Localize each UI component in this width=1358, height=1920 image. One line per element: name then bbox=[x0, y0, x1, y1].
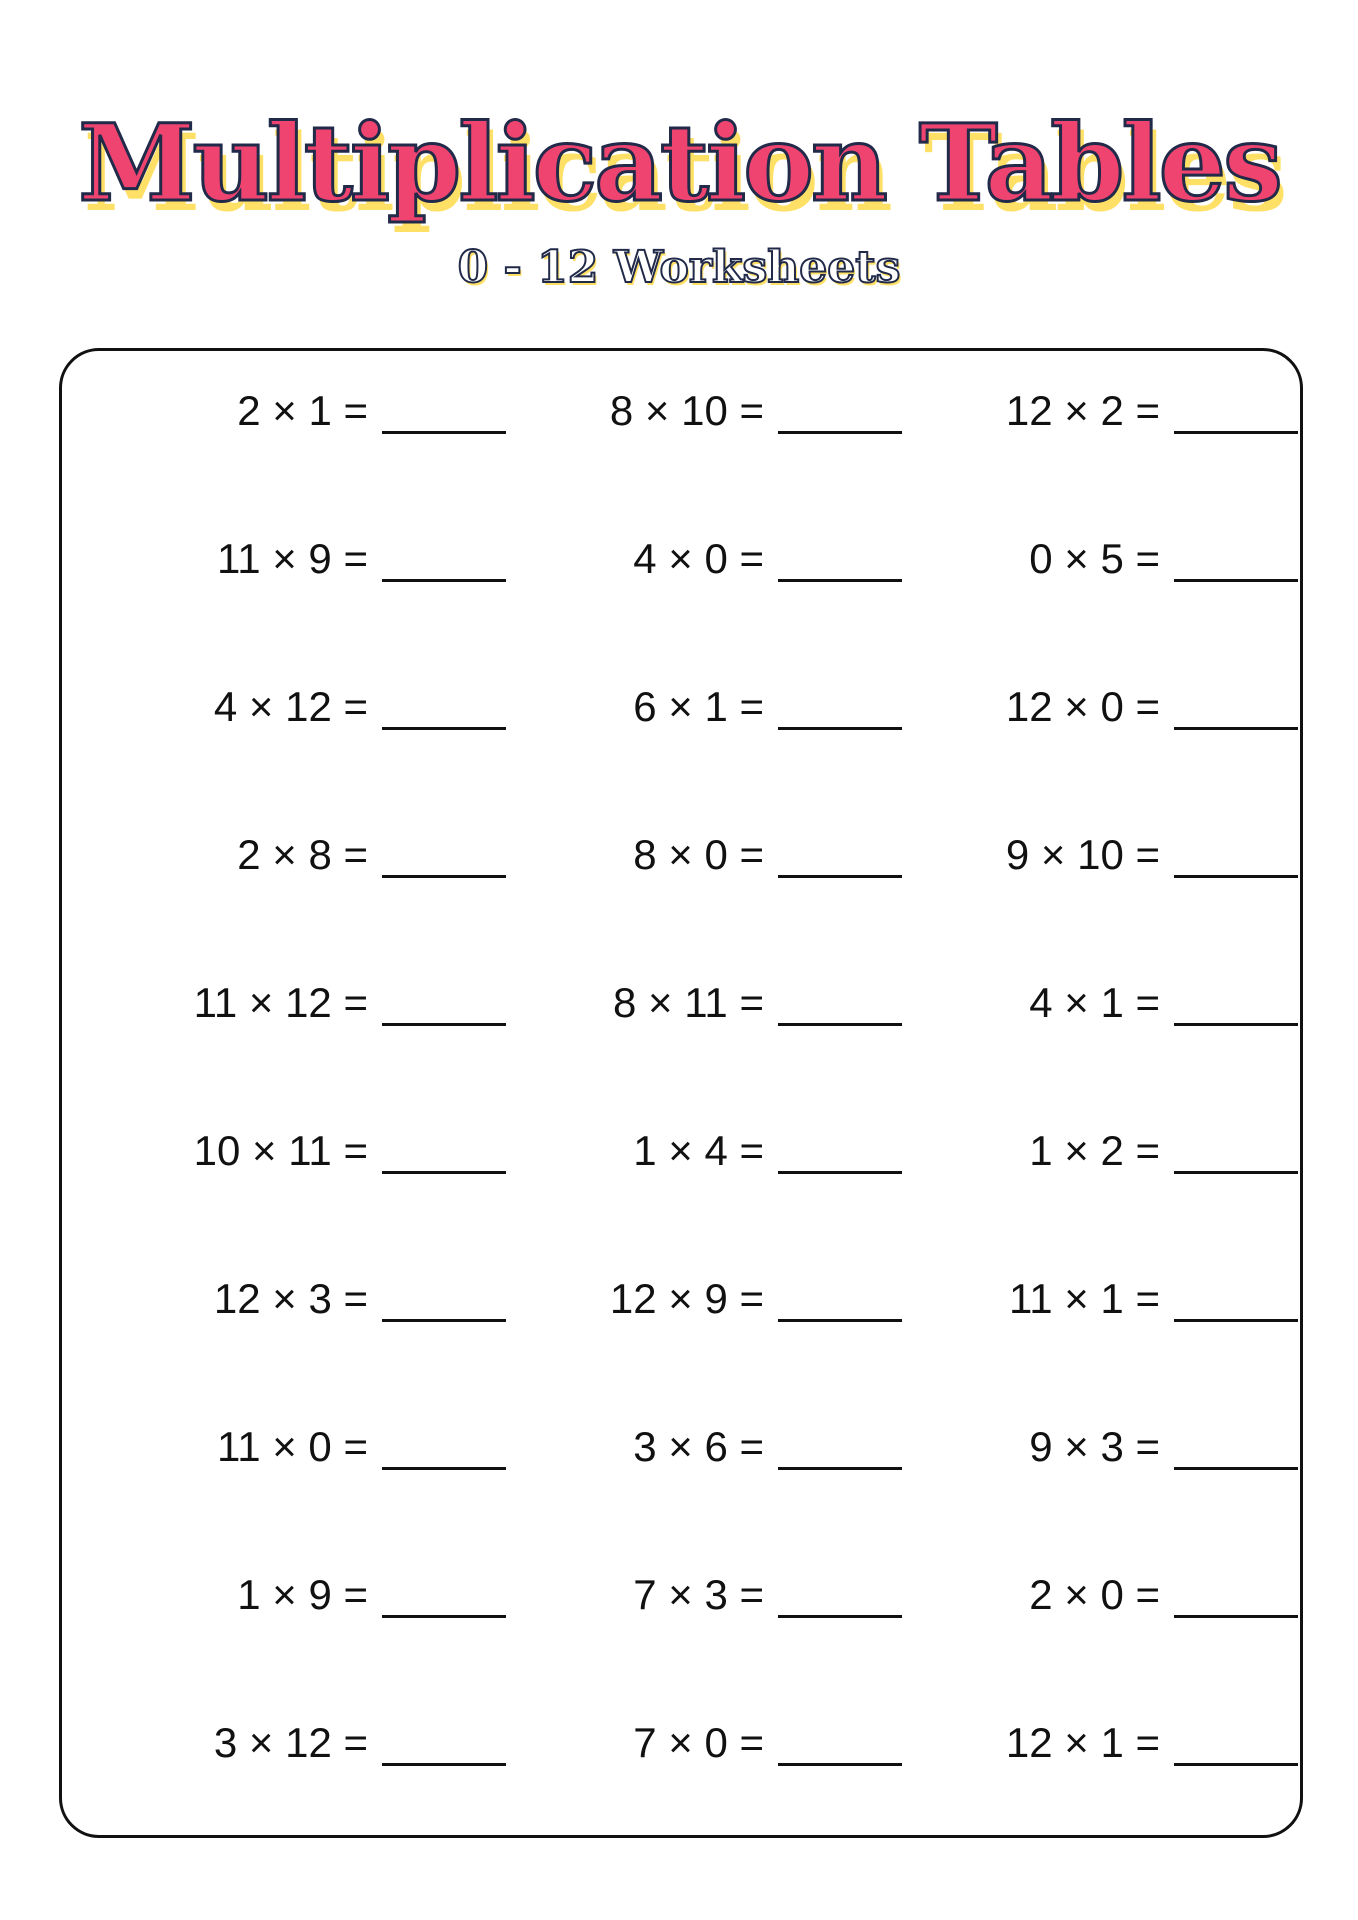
problem-expression: 12 × 9 = bbox=[609, 1275, 764, 1322]
answer-blank[interactable] bbox=[778, 684, 902, 730]
answer-blank[interactable] bbox=[1174, 1424, 1298, 1470]
answer-blank[interactable] bbox=[382, 1572, 506, 1618]
answer-blank[interactable] bbox=[1174, 980, 1298, 1026]
problem-expression: 4 × 1 = bbox=[1029, 979, 1160, 1026]
problem-expression: 12 × 1 = bbox=[1005, 1719, 1160, 1766]
problem-expression: 11 × 0 = bbox=[216, 1423, 368, 1470]
problem-expression: 3 × 12 = bbox=[213, 1719, 368, 1766]
worksheet-title: Multiplication Tables bbox=[78, 100, 1280, 225]
problem-row4-col2 bbox=[528, 815, 908, 895]
problem-row8-col1 bbox=[132, 1407, 512, 1487]
problem-row7-col2 bbox=[528, 1259, 908, 1339]
answer-blank[interactable] bbox=[382, 980, 506, 1026]
problem-row4-col3 bbox=[924, 815, 1304, 895]
problem-expression: 11 × 1 = bbox=[1008, 1275, 1160, 1322]
problem-row2-col3 bbox=[924, 519, 1304, 599]
answer-blank[interactable] bbox=[382, 1276, 506, 1322]
problem-row8-col3 bbox=[924, 1407, 1304, 1487]
problem-expression: 2 × 1 = bbox=[237, 387, 368, 434]
problem-row5-col2 bbox=[528, 963, 908, 1043]
problem-expression: 8 × 0 = bbox=[633, 831, 764, 878]
problem-expression: 3 × 6 = bbox=[633, 1423, 764, 1470]
worksheet-subtitle: 0 - 12 Worksheets bbox=[457, 242, 901, 293]
answer-blank[interactable] bbox=[1174, 1276, 1298, 1322]
answer-blank[interactable] bbox=[382, 684, 506, 730]
answer-blank[interactable] bbox=[1174, 1572, 1298, 1618]
problem-row1-col3 bbox=[924, 371, 1304, 451]
problem-expression: 8 × 11 = bbox=[612, 979, 764, 1026]
problem-row2-col2 bbox=[528, 519, 908, 599]
problem-row8-col2 bbox=[528, 1407, 908, 1487]
answer-blank[interactable] bbox=[1174, 1128, 1298, 1174]
problem-expression: 1 × 4 = bbox=[633, 1127, 764, 1174]
problem-row9-col1 bbox=[132, 1555, 512, 1635]
problem-expression: 11 × 12 = bbox=[193, 979, 368, 1026]
answer-blank[interactable] bbox=[778, 1424, 902, 1470]
answer-blank[interactable] bbox=[778, 1572, 902, 1618]
problem-expression: 11 × 9 = bbox=[216, 535, 368, 582]
title-block bbox=[0, 100, 1358, 225]
problem-expression: 12 × 3 = bbox=[213, 1275, 368, 1322]
answer-blank[interactable] bbox=[382, 388, 506, 434]
problem-expression: 1 × 9 = bbox=[237, 1571, 368, 1618]
answer-blank[interactable] bbox=[1174, 388, 1298, 434]
problem-row6-col3 bbox=[924, 1111, 1304, 1191]
answer-blank[interactable] bbox=[1174, 1720, 1298, 1766]
problem-row7-col3 bbox=[924, 1259, 1304, 1339]
problems-grid bbox=[62, 351, 1306, 1841]
answer-blank[interactable] bbox=[1174, 536, 1298, 582]
answer-blank[interactable] bbox=[382, 1424, 506, 1470]
answer-blank[interactable] bbox=[778, 1128, 902, 1174]
problem-row7-col1 bbox=[132, 1259, 512, 1339]
problem-row6-col1 bbox=[132, 1111, 512, 1191]
problem-row9-col3 bbox=[924, 1555, 1304, 1635]
problem-row3-col1 bbox=[132, 667, 512, 747]
problem-row3-col2 bbox=[528, 667, 908, 747]
problem-row1-col1 bbox=[132, 371, 512, 451]
problem-expression: 1 × 2 = bbox=[1029, 1127, 1160, 1174]
problem-row10-col1 bbox=[132, 1703, 512, 1783]
problem-expression: 2 × 8 = bbox=[237, 831, 368, 878]
problem-row5-col3 bbox=[924, 963, 1304, 1043]
problem-expression: 9 × 10 = bbox=[1005, 831, 1160, 878]
answer-blank[interactable] bbox=[382, 1720, 506, 1766]
problem-expression: 6 × 1 = bbox=[633, 683, 764, 730]
answer-blank[interactable] bbox=[778, 388, 902, 434]
problem-expression: 2 × 0 = bbox=[1029, 1571, 1160, 1618]
problem-row4-col1 bbox=[132, 815, 512, 895]
answer-blank[interactable] bbox=[778, 1720, 902, 1766]
problem-expression: 12 × 0 = bbox=[1005, 683, 1160, 730]
problem-expression: 7 × 0 = bbox=[633, 1719, 764, 1766]
answer-blank[interactable] bbox=[1174, 684, 1298, 730]
problem-row10-col2 bbox=[528, 1703, 908, 1783]
answer-blank[interactable] bbox=[382, 832, 506, 878]
problem-expression: 8 × 10 = bbox=[609, 387, 764, 434]
problem-expression: 4 × 0 = bbox=[633, 535, 764, 582]
problem-row6-col2 bbox=[528, 1111, 908, 1191]
answer-blank[interactable] bbox=[778, 980, 902, 1026]
problem-expression: 12 × 2 = bbox=[1005, 387, 1160, 434]
answer-blank[interactable] bbox=[1174, 832, 1298, 878]
problem-row2-col1 bbox=[132, 519, 512, 599]
problem-expression: 10 × 11 = bbox=[193, 1127, 368, 1174]
problem-expression: 7 × 3 = bbox=[633, 1571, 764, 1618]
problem-row10-col3 bbox=[924, 1703, 1304, 1783]
problem-row1-col2 bbox=[528, 371, 908, 451]
answer-blank[interactable] bbox=[382, 1128, 506, 1174]
problem-row5-col1 bbox=[132, 963, 512, 1043]
answer-blank[interactable] bbox=[778, 1276, 902, 1322]
answer-blank[interactable] bbox=[778, 536, 902, 582]
problems-panel bbox=[59, 348, 1303, 1838]
problem-expression: 4 × 12 = bbox=[213, 683, 368, 730]
problem-expression: 9 × 3 = bbox=[1029, 1423, 1160, 1470]
problem-row3-col3 bbox=[924, 667, 1304, 747]
problem-expression: 0 × 5 = bbox=[1029, 535, 1160, 582]
answer-blank[interactable] bbox=[382, 536, 506, 582]
answer-blank[interactable] bbox=[778, 832, 902, 878]
problem-row9-col2 bbox=[528, 1555, 908, 1635]
